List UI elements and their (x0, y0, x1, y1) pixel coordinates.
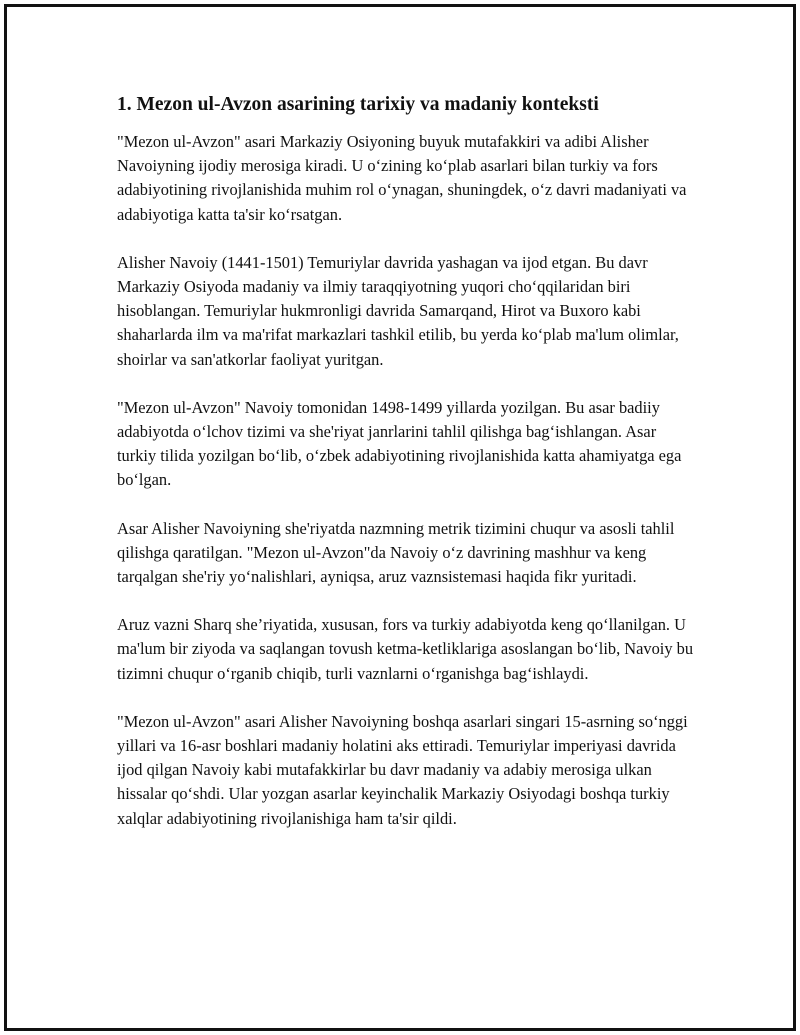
section-heading: 1. Mezon ul-Avzon asarining tarixiy va madaniy konteksti (117, 94, 599, 115)
paragraph-6: "Mezon ul-Avzon" asari Alisher Navoiyning boshqa asarlari singari 15-asrning so‘nggi yillari va 16-asr boshlari madaniy holatini aks ettiradi. Temuriylar imperiyasi davrida ijod qilgan Navoiy kabi mutafakkirlar bu davr madaniy va adabiy merosiga ulkan hissalar qo‘shdi. Ular yozgan asarlar keyinchalik Markaziy Osiyodagi boshqa turkiy xalqlar adabiyotining rivojlanishiga ham ta'sir qildi. (117, 711, 688, 828)
paragraph-5: Aruz vazni Sharq she’riyatida, xususan, fors va turkiy adabiyotda keng qo‘llanilgan. U ma'lum bir ziyoda va saqlangan tovush ketma-ketliklariga asoslangan bo‘lib, Navoiy bu tizimni chuqur o‘rganib chiqib, turli vaznlarni o‘rganishga bag‘ishlaydi. (117, 615, 694, 683)
paragraph-3: "Mezon ul-Avzon" Navoiy tomonidan 1498-1499 yillarda yozilgan. Bu asar badiiy adabiyotda o‘lchov tizimi va she'riyat janrlarini tahlil qilishga bag‘ishlangan. Asar turkiy tilida yozilgan bo‘lib, o‘zbek adabiyotining rivojlanishida katta ahamiyatga ega bo‘lgan. (117, 397, 682, 490)
paragraph-4: Asar Alisher Navoiyning she'riyatda nazmning metrik tizimini chuqur va asosli tahlil qilishga qaratilgan. "Mezon ul-Avzon"da Navoiy o‘z davrining mashhur va keng tarqalgan she'riy yo‘nalishlari, ayniqsa, aruz vaznsistemasi haqida fikr yuritadi. (117, 518, 675, 587)
paragraph-2: Alisher Navoiy (1441-1501) Temuriylar davrida yashagan va ijod etgan. Bu davr Markaziy Osiyoda madaniy va ilmiy taraqqiyotning yuqori cho‘qqilaridan biri hisoblangan. Temuriylar hukmronligi davrida Samarqand, Hirot va Buxoro kabi shaharlarda ilm va ma'rifat markazlari tashkil etilib, bu yerda ko‘plab ma'lum olimlar, shoirlar va san'atkorlar faoliyat yuritgan. (117, 252, 679, 369)
paragraph-1: "Mezon ul-Avzon" asari Markaziy Osiyoning buyuk mutafakkiri va adibi Alisher Navoiyning ijodiy merosiga kiradi. U o‘zining ko‘plab asarlari bilan turkiy va fors adabiyotining rivojlanishida muhim rol o‘ynagan, shuningdek, o‘z davri madaniyati va adabiyotiga katta ta'sir ko‘rsatgan. (117, 132, 687, 224)
document-body (117, 92, 697, 855)
